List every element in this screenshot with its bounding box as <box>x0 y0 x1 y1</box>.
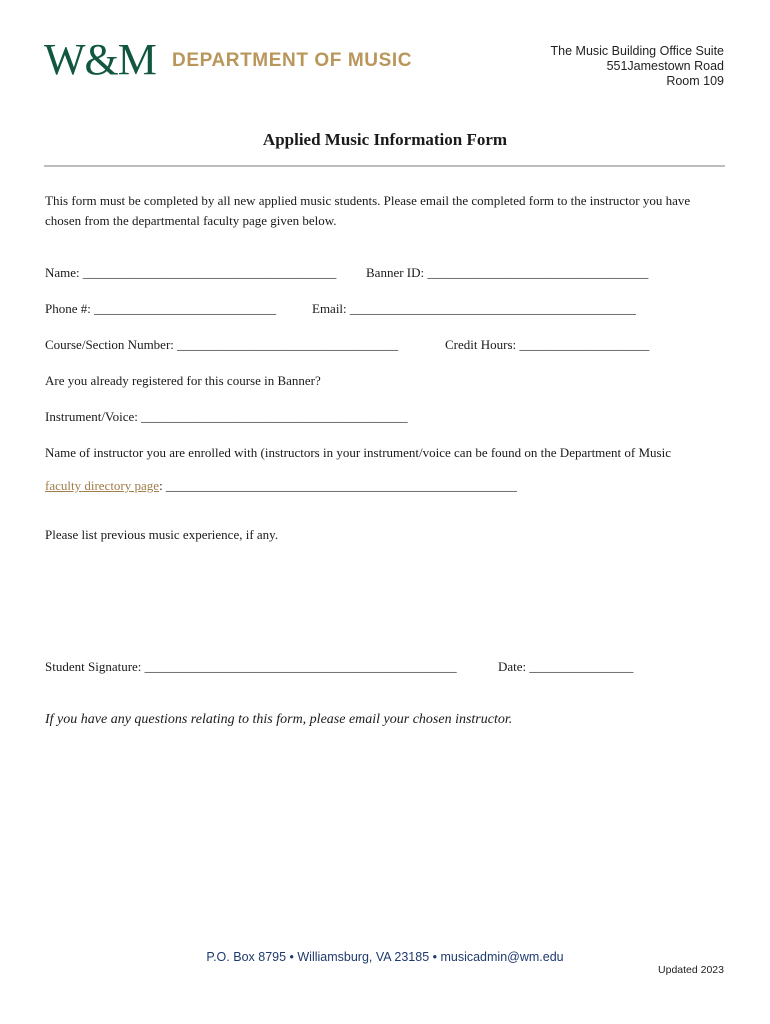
instructor-field-row <box>45 478 517 494</box>
banner-id-field[interactable]: Banner ID: __________________________________ <box>366 265 649 280</box>
instrument-voice-field[interactable]: Instrument/Voice: _________________________________________ <box>45 409 408 424</box>
wm-logo-mark: W&M <box>44 35 156 84</box>
updated-note: Updated 2023 <box>658 964 724 976</box>
name-field[interactable]: Name: _______________________________________ <box>45 265 337 280</box>
form-title: Applied Music Information Form <box>262 130 508 149</box>
address-line-2: 551Jamestown Road <box>606 59 724 73</box>
phone-field[interactable]: Phone #: ____________________________ <box>45 301 277 316</box>
form-intro: This form must be completed by all new applied music students. Please email the completed form to the instructor you have chosen from the departmental faculty page given below. <box>45 193 691 228</box>
date-field[interactable]: Date: ________________ <box>498 659 634 674</box>
footer-contact: P.O. Box 8795 • Williamsburg, VA 23185 • musicadmin@wm.edu <box>206 950 564 964</box>
registered-question: Are you already registered for this course in Banner? <box>45 373 321 388</box>
instructor-label: Name of instructor you are enrolled with (instructors in your instrument/voice can be found on the Department of Music <box>45 445 671 460</box>
office-address <box>551 44 724 89</box>
title-divider <box>44 165 725 167</box>
experience-label: Please list previous music experience, if any. <box>45 527 279 542</box>
questions-note: If you have any questions relating to this form, please email your chosen instructor. <box>45 712 513 727</box>
department-name: DEPARTMENT OF MUSIC <box>172 50 413 71</box>
address-line-1: The Music Building Office Suite <box>550 44 724 58</box>
course-section-field[interactable]: Course/Section Number: __________________________________ <box>45 337 399 352</box>
credit-hours-field[interactable]: Credit Hours: ____________________ <box>445 337 650 352</box>
address-line-3: Room 109 <box>666 74 724 88</box>
signature-field[interactable]: Student Signature: ________________________________________________ <box>45 659 457 674</box>
faculty-directory-link[interactable]: faculty directory page <box>45 478 160 493</box>
instructor-blank[interactable]: : ______________________________________________________ <box>159 478 517 493</box>
email-field[interactable]: Email: ____________________________________________ <box>312 301 636 316</box>
